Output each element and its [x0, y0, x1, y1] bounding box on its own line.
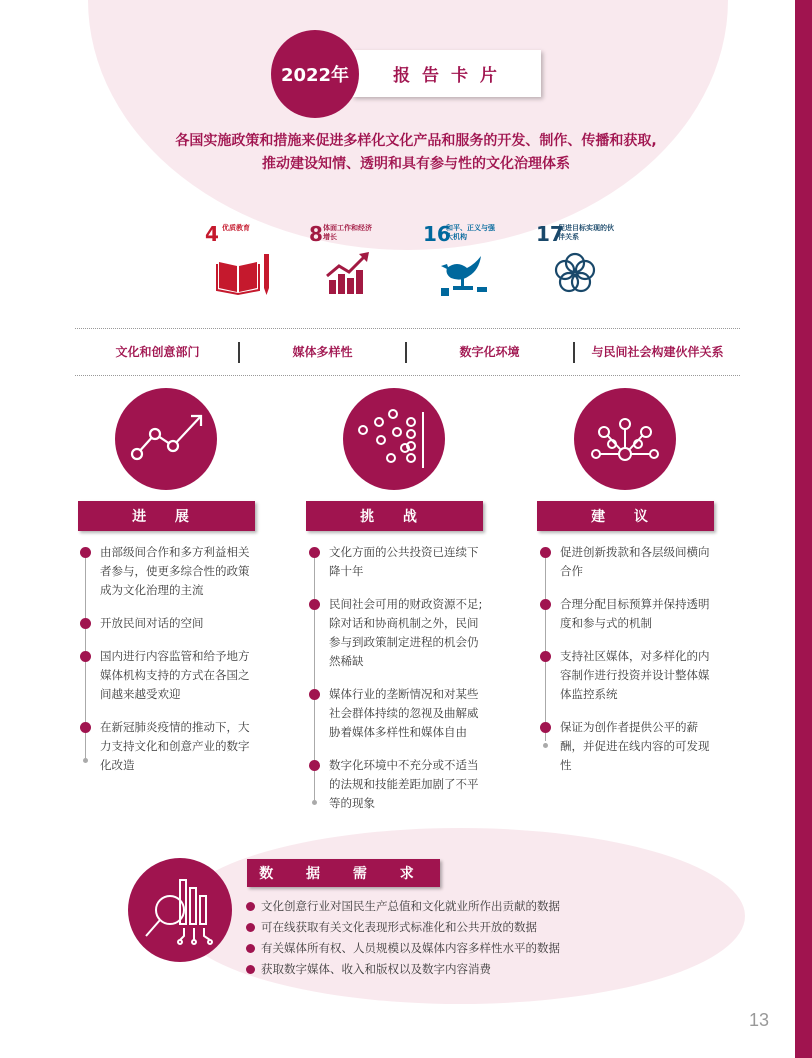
- bullet-dot: [80, 547, 91, 558]
- year-badge: 2022年: [271, 30, 359, 118]
- book-pencil-icon: [209, 252, 279, 296]
- list-item-text: 媒体行业的垄断情况和对某些社会群体持续的忽视及曲解威胁着媒体多样性和媒体自由: [329, 687, 479, 739]
- sdg-label: 优质教育: [222, 224, 250, 232]
- list-item: [80, 647, 260, 704]
- list-item: [309, 685, 489, 742]
- bullet-dot: [309, 547, 320, 558]
- list-item-text: 支持社区媒体，对多样化的内容制作进行投资并设计整体媒体监控系统: [560, 649, 710, 701]
- page-number: 13: [749, 1010, 770, 1030]
- list-item-text: 数字化环境中不充分或不适当的法规和技能差距加剧了不平等的现象: [329, 758, 479, 810]
- progress-icon-circle: [115, 388, 217, 490]
- list-item: [246, 917, 560, 938]
- scattered-dots-icon: [343, 388, 445, 490]
- sdg-label: 和平、正义与强大机构: [446, 224, 495, 241]
- bullet-dot: [80, 722, 91, 733]
- recommendations-list: [540, 543, 720, 789]
- list-item-text: 获取数字媒体、收入和版权以及数字内容消费: [261, 962, 491, 976]
- sdg-label: 促进目标实现的伙伴关系: [558, 224, 614, 241]
- bullet-dot: [309, 760, 320, 771]
- list-item: [246, 896, 560, 917]
- sdg-4: [205, 222, 315, 302]
- bullet-dot: [246, 923, 255, 932]
- headline-line-1: 各国实施政策和措施来促进多样化文化产品和服务的开发、制作、传播和获取,: [175, 133, 657, 149]
- bullet-dot: [80, 618, 91, 629]
- list-item-text: 由部级间合作和多方利益相关者参与，使更多综合性的政策成为文化治理的主流: [100, 545, 250, 597]
- sdg-number: 8: [309, 222, 323, 246]
- bullet-dot: [540, 651, 551, 662]
- background-blob-top: [88, 0, 728, 250]
- growth-chart-icon: [313, 252, 383, 296]
- list-item-text: 可在线获取有关文化表现形式标准化和公共开放的数据: [261, 920, 537, 934]
- bullet-dot: [309, 599, 320, 610]
- list-item-text: 开放民间对话的空间: [100, 616, 204, 630]
- list-item: [309, 756, 489, 813]
- bullet-dot: [540, 722, 551, 733]
- sdg-number: 17: [536, 222, 564, 246]
- challenges-list: [309, 543, 489, 827]
- list-item-text: 文化方面的公共投资已连续下降十年: [329, 545, 479, 578]
- list-end-dot: [312, 800, 317, 805]
- sdg-number: 4: [205, 222, 219, 246]
- bullet-dot: [309, 689, 320, 700]
- progress-list: [80, 543, 260, 789]
- list-item-text: 在新冠肺炎疫情的推动下，大力支持文化和创意产业的数字化改造: [100, 720, 250, 772]
- list-item: [246, 959, 560, 980]
- list-item-text: 合理分配目标预算并保持透明度和参与式的机制: [560, 597, 710, 630]
- data-needs-list: [246, 896, 560, 980]
- bullet-dot: [246, 944, 255, 953]
- bullet-dot: [540, 547, 551, 558]
- progress-label: 进 展: [78, 501, 255, 531]
- sdg-number: 16: [423, 222, 451, 246]
- theme-civil-society: 与民间社会构建伙伴关系: [591, 345, 724, 359]
- divider-bottom: [75, 375, 740, 376]
- sdg-label: 体面工作和经济增长: [323, 224, 372, 241]
- right-edge-bar: [795, 0, 812, 1058]
- data-needs-icon-circle: [128, 858, 232, 962]
- bullet-dot: [540, 599, 551, 610]
- list-item-text: 文化创意行业对国民生产总值和文化就业所作出贡献的数据: [261, 899, 560, 913]
- list-item: [540, 595, 720, 633]
- list-item: [540, 718, 720, 775]
- divider-top: [75, 328, 740, 329]
- sdg-17: [536, 222, 646, 302]
- list-item: [80, 718, 260, 775]
- list-item: [309, 595, 489, 671]
- list-item-text: 有关媒体所有权、人员规模以及媒体内容多样性水平的数据: [261, 941, 560, 955]
- dove-gavel-icon: [427, 252, 497, 296]
- recommendation-icon-circle: [574, 388, 676, 490]
- list-item: [540, 647, 720, 704]
- sdg-8: [309, 222, 419, 302]
- data-needs-label: 数 据 需 求: [247, 859, 440, 887]
- list-item: [246, 938, 560, 959]
- list-end-dot: [83, 758, 88, 763]
- sdg-16: [423, 222, 533, 302]
- challenges-label: 挑 战: [306, 501, 483, 531]
- headline-line-2: 推动建设知情、透明和具有参与性的文化治理体系: [262, 156, 570, 172]
- list-item: [540, 543, 720, 581]
- list-item-text: 保证为创作者提供公平的薪酬，并促进在线内容的可发现性: [560, 720, 710, 772]
- list-item: [309, 543, 489, 581]
- theme-media-diversity: 媒体多样性: [292, 345, 353, 359]
- list-item-text: 国内进行内容监管和给予地方媒体机构支持的方式在各国之间越来越受欢迎: [100, 649, 250, 701]
- list-end-dot: [543, 743, 548, 748]
- theme-cultural-creative: 文化和创意部门: [115, 345, 200, 359]
- magnifier-chart-icon: [128, 858, 232, 962]
- trend-arrow-icon: [115, 388, 217, 490]
- bullet-dot: [246, 902, 255, 911]
- list-item-text: 促进创新拨款和各层级间横向合作: [560, 545, 710, 578]
- theme-digital-environment: 数字化环境: [459, 345, 520, 359]
- report-card-title: 报 告 卡 片: [352, 50, 541, 97]
- network-nodes-icon: [574, 388, 676, 490]
- list-item-text: 民间社会可用的财政资源不足;除对话和协商机制之外，民间参与到政策制定进程的机会仍然稀缺: [329, 597, 483, 668]
- challenge-icon-circle: [343, 388, 445, 490]
- list-item: [80, 543, 260, 600]
- recommendations-label: 建 议: [537, 501, 714, 531]
- bullet-dot: [80, 651, 91, 662]
- rings-icon: [540, 252, 610, 296]
- list-item: [80, 614, 260, 633]
- bullet-dot: [246, 965, 255, 974]
- themes-row: [75, 340, 740, 365]
